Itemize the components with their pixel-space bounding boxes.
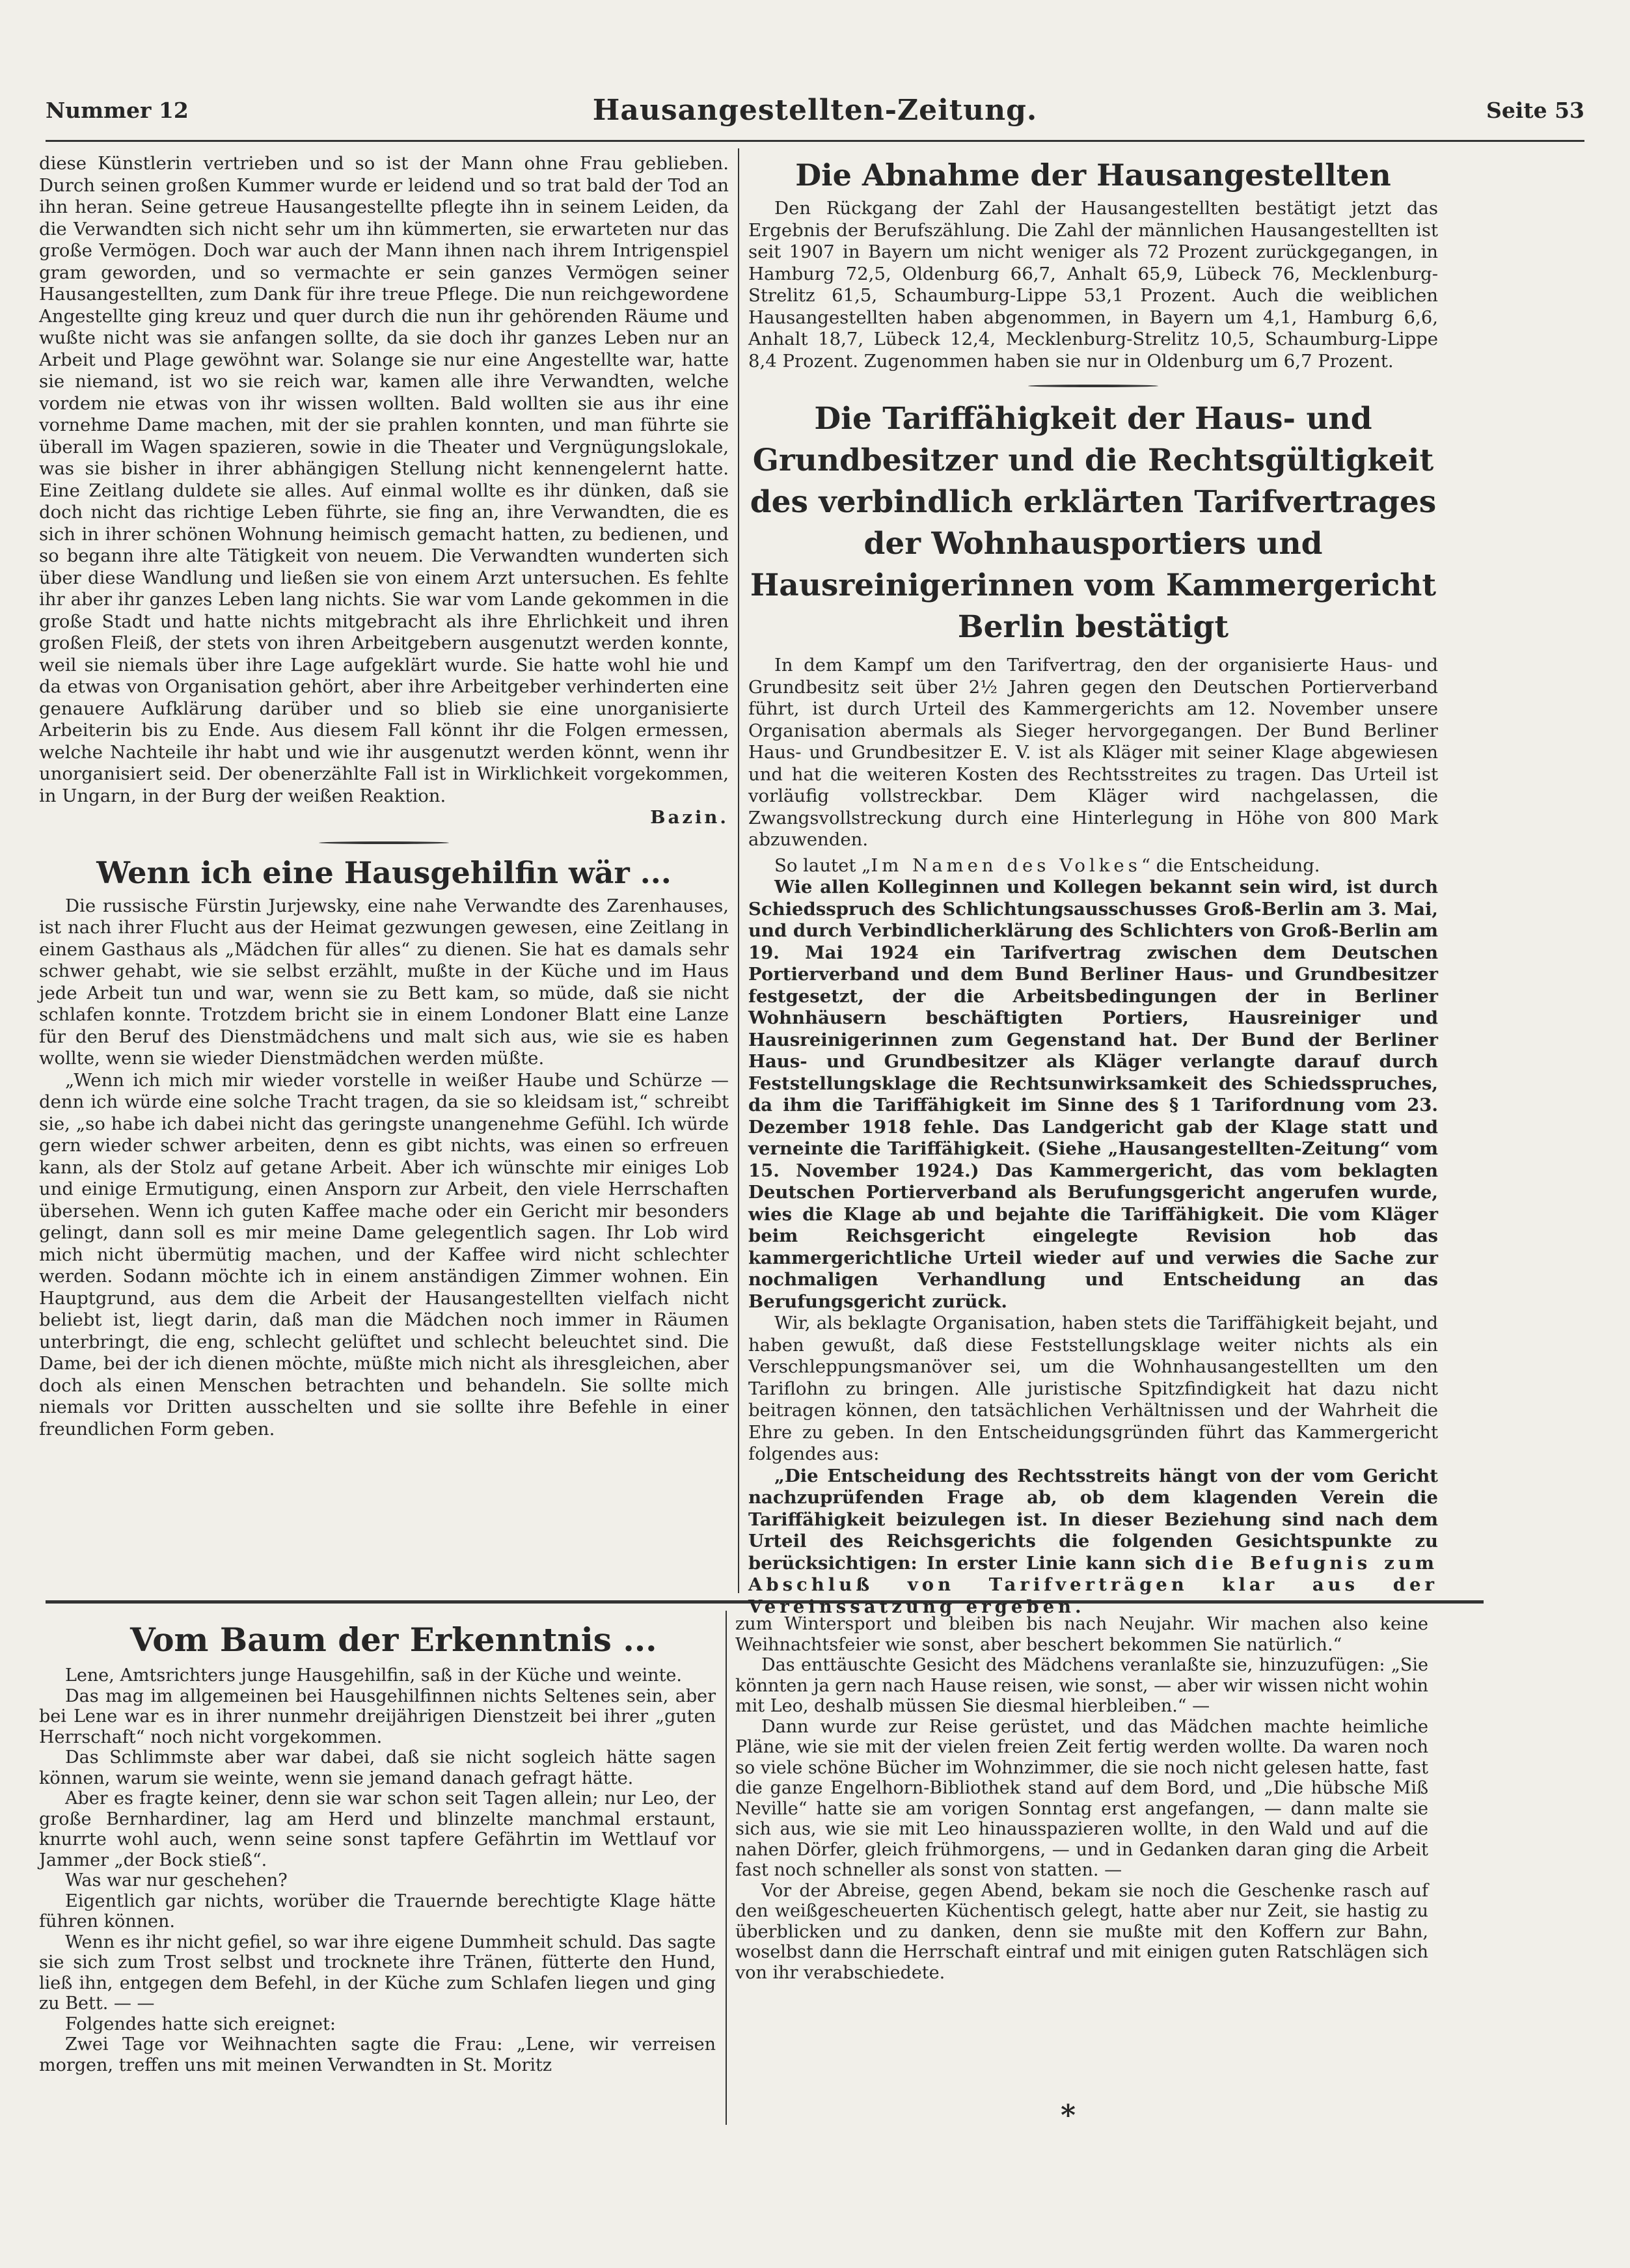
header-rule (46, 140, 1584, 142)
tarif-quote-emphasis: die Befugnis zum Abschluß von Tarifverträgen klar aus der Vereinssatzung ergeben. (748, 1552, 1438, 1617)
article-title-baum: Vom Baum der Erkenntnis ... (130, 1620, 657, 1659)
baum-paragraph: Dann wurde zur Reise gerüstet, und das Mädchen machte heimliche Pläne, wie sie mit der vielen freien Zeit fertig werden wollte. Da waren noch so viele schöne Bücher im Wohnzimmer, die sie noch nicht gelesen hatte, fast die ganze Engelhorn-Bibliothek stand auf dem Bord, und „Die hübsche Miß Neville“ hatte sie am vorigen Sonntag erst angefangen, — dann malte sie sich aus, wie sie mit Leo hinausspazieren wollte, in den Wald und auf die nahen Dörfer, gleich frühmorgens, — und in Gedanken daran ging die Arbeit fast noch schneller als sonst von statten. — (735, 1716, 1428, 1880)
column-divider-upper (738, 148, 739, 1593)
end-mark: * (1061, 2099, 1076, 2132)
baum-paragraph: Aber es fragte keiner, denn sie war schon seit Tagen allein; nur Leo, der große Bernhardiner, lag am Herd und blinzelte manchmal erstaunt, knurrte wohl auch, wenn seine sonst tapfere Gefährtin im Wettlauf vor Jammer „der Bock stieß“. (39, 1788, 716, 1870)
baum-paragraph: Das mag im allgemeinen bei Hausgehilfinnen nichts Seltenes sein, aber bei Lene war es in ihrer nunmehr dreijährigen Dienstzeit bei ihrer „guten Herrschaft“ noch nicht vorgekommen. (39, 1686, 716, 1747)
baum-paragraph: Eigentlich gar nichts, worüber die Trauernde berechtigte Klage hätte führen können. (39, 1891, 716, 1932)
tarif-verdict-suffix: “ die Entscheidung. (1141, 854, 1320, 876)
hausgehilfin-paragraph-2: „Wenn ich mich mir wieder vorstelle in weißer Haube und Schürze — denn ich würde eine solche Tracht tragen, da sie so kleidsam ist,“ schreibt sie, „so habe ich dabei nicht das geringste unangenehme Gefühl. Ich würde gern wieder schwer arbeiten, denn es gibt nichts, was einen so erfreuen kann, als der Stolz auf getane Arbeit. Aber ich wünschte mir einiges Lob und einige Ermutigung, einen Ansporn zur Arbeit, den viele Herrschaften übersehen. Wenn ich guten Kaffee mache oder ein Gericht mir besonders gelingt, dann soll es mir meine Dame gelegentlich sagen. Ihr Lob wird mich nicht übermütig machen, und der Kaffee wird nicht schlechter werden. Sodann möchte ich in einem anständigen Zimmer wohnen. Ein Hauptgrund, aus dem die Arbeit der Hausangestellten vielfach nicht beliebt ist, liegt darin, daß man die Mädchen noch immer in Räumen unterbringt, die eng, schlecht gelüftet und schlecht beleuchtet sind. Die Dame, bei der ich dienen möchte, müßte mich nicht als ihresgleichen, aber doch als einen Menschen betrachten und behandeln. Sie sollte mich niemals vor Dritten ausschelten und sie sollte ihre Befehle in einer freundlichen Form geben. (39, 1069, 729, 1440)
baum-paragraph: Vor der Abreise, gegen Abend, bekam sie noch die Geschenke rasch auf den weißgescheuerten Küchentisch gelegt, hatte aber nur Zeit, sie hastig zu überblicken und zu danken, denn sie mußte mit den Koffern zur Bahn, woselbst dann die Herrschaft eintraf und mit einigen guten Ratschlägen sich von ihr verabschiedete. (735, 1880, 1428, 1983)
right-column-lower (735, 1614, 1428, 1983)
tarif-quote: „Die Entscheidung des Rechtsstreits hängt von der vom Gericht nachzuprüfenden Frage ab, ob dem klagenden Verein die Tariffähigkeit beizulegen ist. In dieser Beziehung sind nach dem Urteil des Reichsgerichts die folgenden Gesichtspunkte zu berücksichtigen: In erster Linie kann sich (748, 1465, 1438, 1574)
hausgehilfin-paragraph-1: Die russische Fürstin Jurjewsky, eine nahe Verwandte des Zarenhauses, ist nach ihrer Flucht aus der Heimat gezwungen gewesen, eine Zeitlang in einem Gasthaus als „Mädchen für alles“ zu dienen. Sie hat es damals sehr schwer gehabt, wie sie selbst erzählt, mußte in der Küche und im Haus jede Arbeit tun und war, wenn sie zu Bett kam, so müde, daß sie nicht schlafen konnte. Trotzdem bricht sie in einem Londoner Blatt eine Lanze für den Beruf des Dienstmädchens und malt sich aus, wie sie es haben wollte, wenn sie wieder Dienstmädchen werden müßte. (39, 895, 729, 1069)
article-title-hausgehilfin: Wenn ich eine Hausgehilfin wär ... (96, 854, 672, 890)
article-title-tarif: Die Tariffähigkeit der Haus- und Grundbesitzer und die Rechtsgültigkeit des verbindlich erklärten Tarifvertrages der Wohnhausportiers und Hausreinigerinnen vom Kammergericht Berlin bestätigt (750, 401, 1437, 645)
left-column-lower (39, 1617, 716, 2075)
baum-paragraph: Das enttäuschte Gesicht des Mädchens veranlaßte sie, hinzuzufügen: „Sie könnten ja gern nach Hause reisen, wie sonst, — aber wir wissen nicht wohin mit Leo, deshalb müssen Sie diesmal hierbleiben.“ — (735, 1655, 1428, 1716)
baum-paragraph: Folgendes hatte sich ereignet: (65, 2014, 336, 2034)
continued-story: diese Künstlerin vertrieben und so ist der Mann ohne Frau geblieben. Durch seinen großen Kummer wurde er leidend und so trat bald der Tod an ihn heran. Seine getreue Hausangestellte pflegte ihn in seinem Leiden, da die Verwandten sich nicht sehr um ihn kümmerten, sie erwarteten nur das große Vermögen. Doch war auch der Mann ihnen nach ihrem Intrigenspiel gram geworden, und so vermachte er sein ganzes Vermögen seiner Hausangestellten, zum Dank für ihre treue Pflege. Die nun reichgewordene Angestellte ging kreuz und quer durch die nun ihr gehörenden Räume und wußte nicht was sie anfangen sollte, da sie doch ihr ganzes Leben nur an Arbeit und Plage gewöhnt war. Solange sie nur eine Angestellte war, hatte sie niemand, ist wo sie reich war, kamen alle ihre Verwandten, welche vordem nie etwas von ihr wissen wollten. Bald wollten sie aus ihr eine vornehme Dame machen, mit der sie prahlen konnten, und man führte sie überall im Wagen spazieren, sowie in die Theater und Vergnügungslokale, was sie bisher in ihrer abhängigen Stellung nicht kennengelernt hatte. Eine Zeitlang duldete sie alles. Auf einmal wollte es ihr dünken, daß sie doch nicht das richtige Leben führte, sie fing an, ihre Verwandten, die es sich in ihrer schönen Wohnung heimisch gemacht hatten, zu bedienen, und so begann ihre alte Tätigkeit von neuem. Die Verwandten wunderten sich über diese Wandlung und ließen sie von einem Arzt untersuchen. Es fehlte ihr aber ihr ganzes Leben lang nichts. Sie war vom Lande gekommen in die große Stadt und hatte nichts mitgebracht als ihre Ehrlichkeit und ihren großen Fleiß, der stets von ihren Arbeitgebern ausgenutzt werden konnte, weil sie niemals über ihre Lage aufgeklärt wurde. Sie hatte wohl hie und da etwas von Organisation gehört, aber ihre Arbeitgeber verhinderten eine genauere Aufklärung darüber und so blieb sie eine unorganisierte Arbeiterin bis zu Ende. Aus diesem Fall könnt ihr die Folgen ermessen, welche Nachteile ihr habt und wie ihr ausgenutzt werden könnt, wenn ihr unorganisiert seid. Der obenerzählte Fall ist in Wirklichkeit vorgekommen, in Ungarn, in der Burg der weißen Reaktion. (39, 153, 729, 806)
baum-paragraph: Was war nur geschehen? (65, 1870, 288, 1891)
right-column-upper (748, 156, 1438, 1618)
page-number: Seite 53 (1486, 98, 1584, 123)
baum-paragraph: zum Wintersport und bleiben bis nach Neujahr. Wir machen also keine Weihnachtsfeier wie sonst, aber beschert bekommen Sie natürlich.“ (735, 1614, 1428, 1655)
baum-paragraph: Das Schlimmste aber war dabei, daß sie nicht sogleich hätte sagen können, warum sie weinte, wenn sie jemand danach gefragt hätte. (39, 1747, 716, 1788)
masthead-title: Hausangestellten-Zeitung. (592, 94, 1038, 127)
page-header (46, 94, 1584, 137)
tarif-verdict-prefix: So lautet „ (774, 854, 871, 876)
abnahme-paragraph: Den Rückgang der Zahl der Hausangestellten bestätigt jetzt das Ergebnis der Berufszählung. Die Zahl der männlichen Hausangestellten ist seit 1907 in Bayern um nicht weniger als 72 Prozent zurückgegangen, in Hamburg 72,5, Oldenburg 66,7, Anhalt 65,9, Lübeck 76, Mecklenburg-Strelitz 61,5, Schaumburg-Lippe 53,1 Prozent. Auch die weiblichen Hausangestellten haben abgenommen, in Bayern um 4,1, Hamburg 6,6, Anhalt 18,7, Lübeck 12,4, Mecklenburg-Strelitz 10,5, Schaumburg-Lippe 8,4 Prozent. Zugenommen haben sie nur in Oldenburg um 6,7 Prozent. (748, 198, 1438, 372)
tarif-paragraph-1: In dem Kampf um den Tarifvertrag, den der organisierte Haus- und Grundbesitz seit über 2½ Jahren gegen den Deutschen Portierverband führt, ist durch Urteil des Kammergerichts am 12. November unsere Organisation abermals als Sieger hervorgegangen. Der Bund Berliner Haus- und Grundbesitzer E. V. ist als Kläger mit seiner Klage abgewiesen und hat die weiteren Kosten des Rechtsstreites zu tragen. Das Urteil ist vorläufig vollstreckbar. Dem Kläger wird nachgelassen, die Zwangsvollstreckung durch eine Hinterlegung in Höhe von 800 Mark abzuwenden. (748, 655, 1438, 850)
baum-paragraph: Wenn es ihr nicht gefiel, so war ihre eigene Dummheit schuld. Das sagte sie sich zum Trost selbst und trocknete ihre Tränen, fütterte den Hund, ließ ihn, entgegen dem Befehl, in der Küche zum Schlafen liegen und ging zu Bett. — — (39, 1932, 716, 2014)
signature: Bazin. (650, 807, 729, 828)
article-title-abnahme: Die Abnahme der Hausangestellten (795, 157, 1391, 193)
left-column-upper (39, 153, 729, 1440)
tarif-paragraph-3: Wie allen Kolleginnen und Kollegen bekannt sein wird, ist durch Schiedsspruch des Schlichtungsausschusses Groß-Berlin am 3. Mai, und durch Verbindlicherklärung des Schlichters von Groß-Berlin am 19. Mai 1924 ein Tarifvertrag zwischen dem Deutschen Portierverband und dem Bund Berliner Haus- und Grundbesitzer festgesetzt, der die Arbeitsbedingungen der in Berliner Wohnhäusern beschäftigten Portiers, Hausreiniger und Hausreinigerinnen zum Gegenstand hat. Der Bund der Berliner Haus- und Grundbesitzer als Kläger verlangte darauf durch Feststellungsklage die Rechtsunwirksamkeit des Schiedsspruches, da ihm die Tariffähigkeit im Sinne des § 1 Tarifordnung vom 23. Dezember 1918 fehle. Das Landgericht gab der Klage statt und verneinte die Tariffähigkeit. (Siehe „Hausangestellten-Zeitung“ vom 15. November 1924.) Das Kammergericht, das vom beklagten Deutschen Portierverband als Berufungsgericht angerufen wurde, wies die Klage ab und bejahte die Tariffähigkeit. Die vom Kläger beim Reichsgericht eingelegte Revision hob das kammergerichtliche Urteil wieder auf und verwies die Sache zur nochmaligen Verhandlung und Entscheidung an das Berufungsgericht zurück. (748, 877, 1438, 1312)
baum-paragraph: Lene, Amtsrichters junge Hausgehilfin, saß in der Küche und weinte. (65, 1665, 682, 1686)
tarif-paragraph-4: Wir, als beklagte Organisation, haben stets die Tariffähigkeit bejaht, und haben gewußt, daß diese Feststellungsklage weiter nichts als ein Verschleppungsmanöver sei, um die Wohnhausangestellten um den Tariflohn zu bringen. Alle juristische Spitzfindigkeit hat dazu nicht beitragen können, den tatsächlichen Verhältnissen und der Wahrheit die Ehre zu geben. In den Entscheidungsgründen führt das Kammergericht folgendes aus: (748, 1313, 1438, 1464)
ornament-divider (1028, 381, 1158, 389)
tarif-verdict-phrase: Im Namen des Volkes (871, 854, 1141, 876)
issue-number: Nummer 12 (46, 98, 189, 123)
tarif-paragraph-2 (748, 855, 1438, 877)
baum-paragraph: Zwei Tage vor Weihnachten sagte die Frau: „Lene, wir verreisen morgen, treffen uns mit meinen Verwandten in St. Moritz (39, 2034, 716, 2075)
tarif-paragraph-5 (748, 1466, 1438, 1619)
ornament-divider (319, 838, 449, 846)
column-divider-lower (726, 1611, 727, 2125)
